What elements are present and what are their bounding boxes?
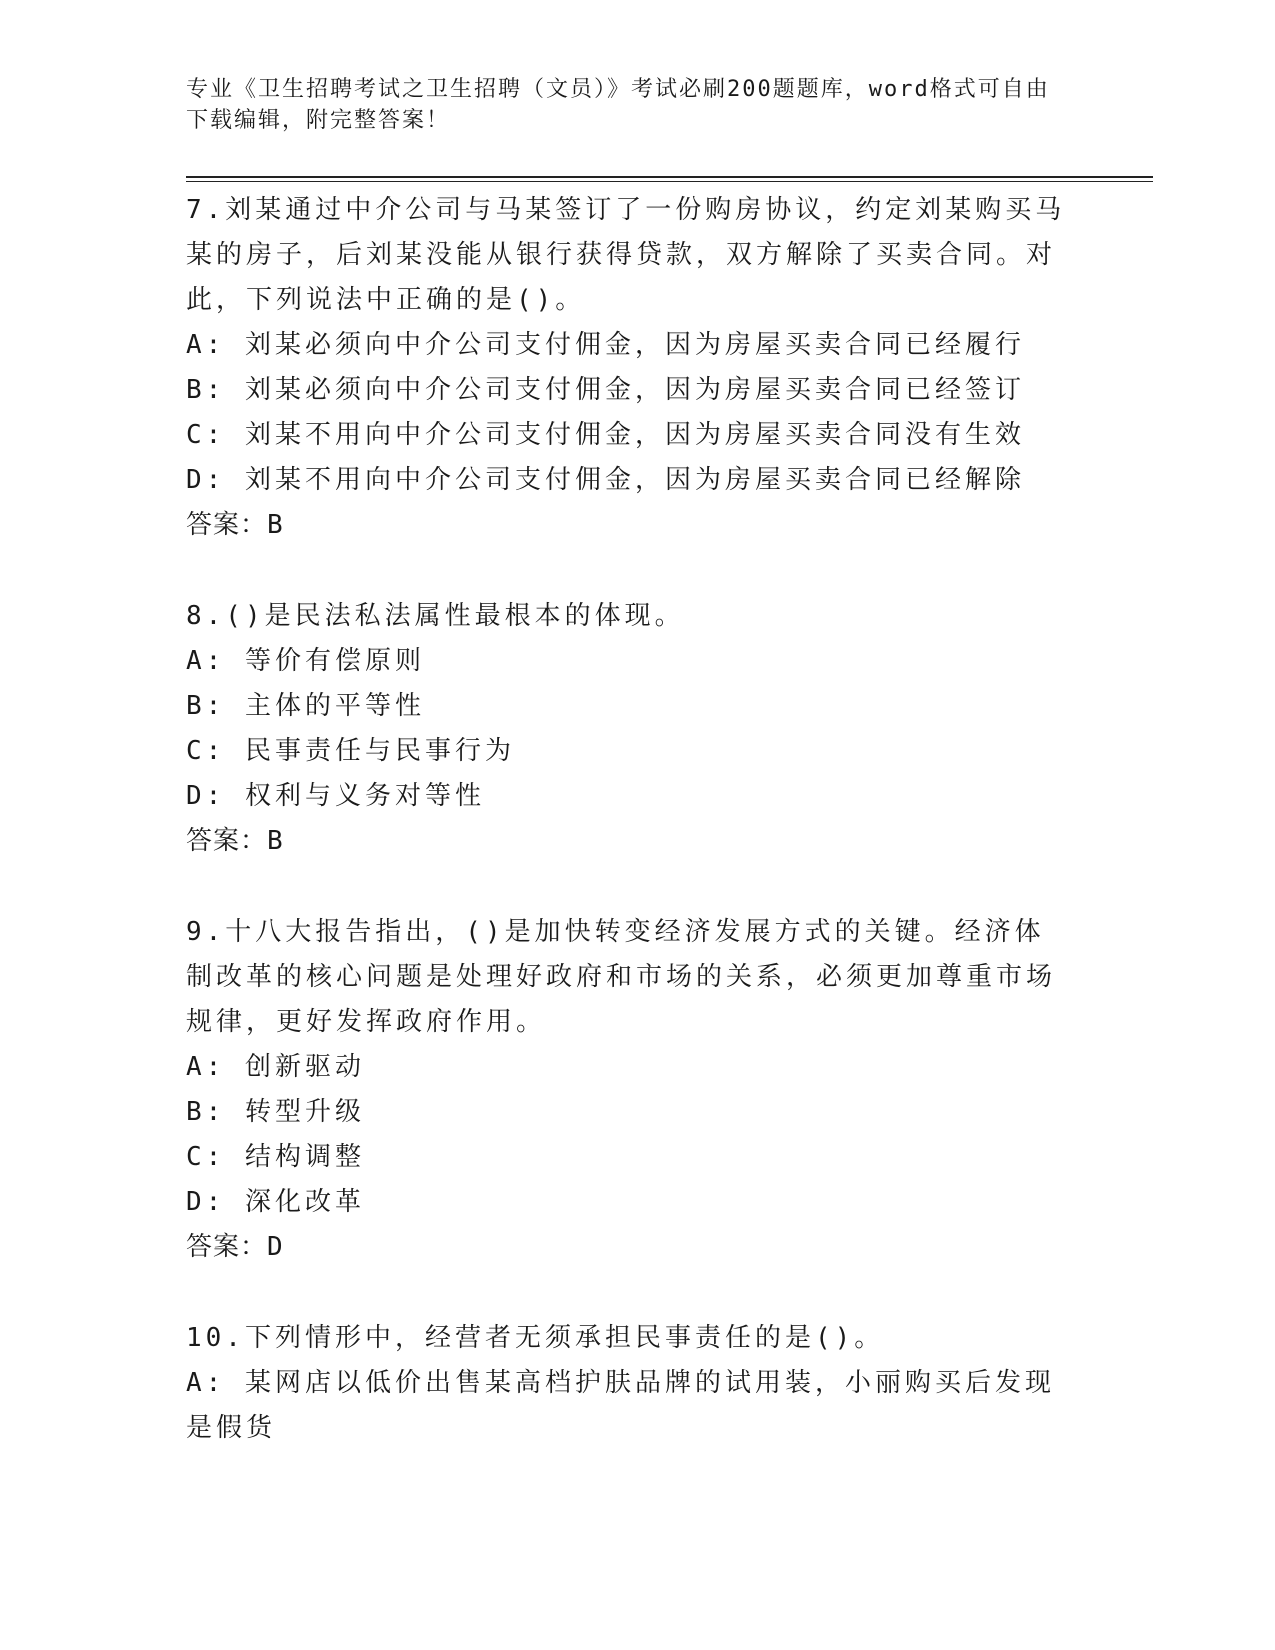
option-c: C: 结构调整 (186, 1142, 365, 1172)
header-divider-thin (186, 181, 1153, 182)
option-b: B: 刘某必须向中介公司支付佣金，因为房屋买卖合同已经签订 (186, 375, 1025, 405)
question-7 (186, 188, 1066, 548)
question-text: 10.下列情形中，经营者无须承担民事责任的是()。 (186, 1323, 885, 1353)
option-c: C: 刘某不用向中介公司支付佣金，因为房屋买卖合同没有生效 (186, 420, 1025, 450)
option-b: B: 转型升级 (186, 1097, 365, 1127)
question-8 (186, 594, 1066, 864)
option-a: A: 刘某必须向中介公司支付佣金，因为房屋买卖合同已经履行 (186, 330, 1025, 360)
option-d: D: 权利与义务对等性 (186, 781, 485, 811)
document-header (186, 74, 1056, 136)
answer-line (186, 503, 1066, 548)
option-b: B: 主体的平等性 (186, 691, 425, 721)
answer-line (186, 819, 1066, 864)
question-text: 9.十八大报告指出，()是加快转变经济发展方式的关键。经济体制改革的核心问题是处理好政府和市场的关系，必须更加尊重市场规律，更好发挥政府作用。 (186, 917, 1057, 1037)
question-text: 7.刘某通过中介公司与马某签订了一份购房协议，约定刘某购买马某的房子，后刘某没能从银行获得贷款，双方解除了买卖合同。对此，下列说法中正确的是()。 (186, 195, 1066, 315)
option-c: C: 民事责任与民事行为 (186, 736, 515, 766)
option-a: A: 某网店以低价出售某高档护肤品牌的试用装，小丽购买后发现是假货 (186, 1368, 1055, 1443)
header-text: 专业《卫生招聘考试之卫生招聘（文员）》考试必刷200题题库，word格式可自由下载编辑，附完整答案！ (186, 77, 1050, 133)
answer-value: B (267, 510, 283, 540)
answer-value: D (267, 1232, 283, 1262)
option-a: A: 创新驱动 (186, 1052, 365, 1082)
answer-label: 答案： (186, 510, 268, 540)
answer-line (186, 1225, 1066, 1270)
question-10 (186, 1316, 1066, 1451)
option-a: A: 等价有偿原则 (186, 646, 425, 676)
question-list (186, 188, 1066, 1497)
option-d: D: 深化改革 (186, 1187, 365, 1217)
question-9 (186, 910, 1066, 1270)
option-d: D: 刘某不用向中介公司支付佣金，因为房屋买卖合同已经解除 (186, 465, 1025, 495)
answer-label: 答案： (186, 826, 268, 856)
answer-label: 答案： (186, 1232, 268, 1262)
header-divider-thick (186, 176, 1153, 178)
answer-value: B (267, 826, 283, 856)
question-text: 8.()是民法私法属性最根本的体现。 (186, 601, 685, 631)
